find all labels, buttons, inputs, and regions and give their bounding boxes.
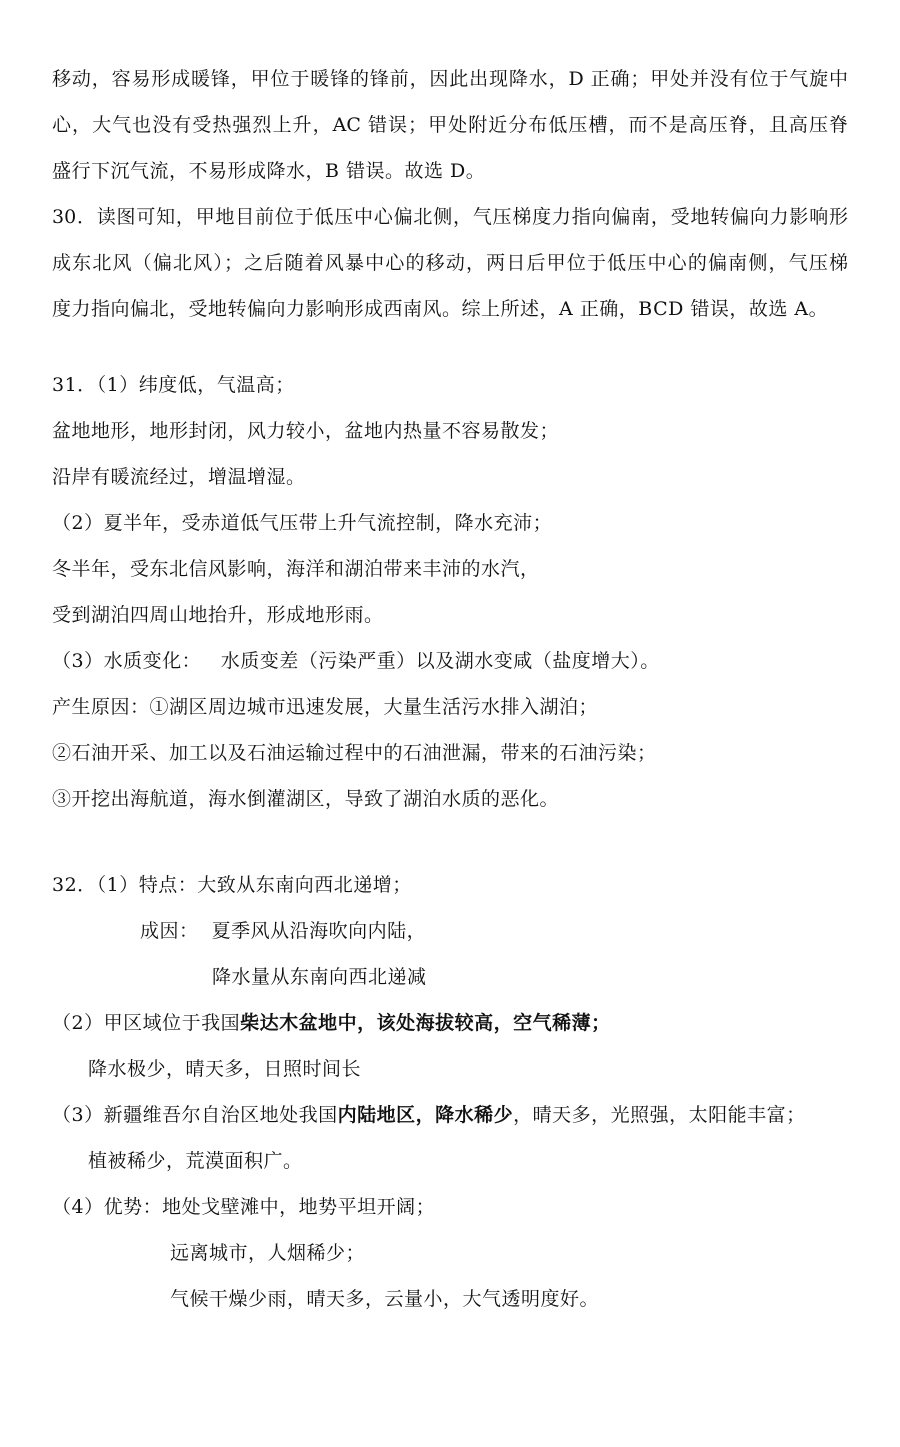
q32-part3-line-1	[52, 1102, 806, 1128]
q29-line-1: 移动，容易形成暖锋，甲位于暖锋的锋前，因此出现降水，D 正确；甲处并没有位于气旋中	[52, 68, 848, 90]
q32-part1-line-2: 成因： 夏季风从沿海吹向内陆，	[140, 920, 427, 942]
q32-part3-line-2: 植被稀少，荒漠面积广。	[88, 1150, 303, 1172]
q31-part1-line-2: 盆地地形，地形封闭，风力较小，盆地内热量不容易散发；	[52, 420, 560, 442]
q31-part1-line-3: 沿岸有暖流经过，增温增湿。	[52, 466, 306, 488]
q31-part3-line-3: ②石油开采、加工以及石油运输过程中的石油泄漏，带来的石油污染；	[52, 742, 657, 764]
q31-part3-line-2: 产生原因：①湖区周边城市迅速发展，大量生活污水排入湖泊；	[52, 696, 599, 718]
q32-part4-line-1: （4）优势：地处戈壁滩中，地势平坦开阔；	[52, 1196, 436, 1218]
q31-part2-line-3: 受到湖泊四周山地抬升，形成地形雨。	[52, 604, 384, 626]
q32-part1-line-3: 降水量从东南向西北递减	[212, 966, 427, 988]
q31-part3-line-1: （3）水质变化： 水质变差（污染严重）以及湖水变咸（盐度增大）。	[52, 650, 660, 672]
q32-part2-line-1	[52, 1010, 611, 1036]
q32-part3-line-1-bold: 内陆地区，降水稀少	[337, 1104, 514, 1126]
q30-line-1: 30．读图可知，甲地目前位于低压中心偏北侧，气压梯度力指向偏南，受地转偏向力影响形	[52, 206, 848, 228]
q30-line-3: 度力指向偏北，受地转偏向力影响形成西南风。综上所述，A 正确，BCD 错误，故选 A。	[52, 298, 829, 320]
q32-part4-line-3: 气候干燥少雨，晴天多，云量小，大气透明度好。	[170, 1288, 600, 1310]
q32-part3-line-1-lead: （3）新疆维吾尔自治区地处我国	[52, 1104, 338, 1126]
q31-part2-line-1: （2）夏半年，受赤道低气压带上升气流控制，降水充沛；	[52, 512, 553, 534]
q31-part3-line-4: ③开挖出海航道，海水倒灌湖区，导致了湖泊水质的恶化。	[52, 788, 560, 810]
q32-part1-line-1: 32．（1）特点：大致从东南向西北递增；	[52, 874, 412, 896]
q32-part2-line-1-lead: （2）甲区域位于我国	[52, 1012, 241, 1034]
q30-line-2: 成东北风（偏北风）；之后随着风暴中心的移动，两日后甲位于低压中心的偏南侧，气压梯	[52, 252, 848, 274]
q32-part2-line-1-bold: 柴达木盆地中，该处海拔较高，空气稀薄；	[240, 1012, 611, 1034]
q31-part1-line-1: 31．（1）纬度低，气温高；	[52, 374, 295, 396]
q32-part3-line-1-tail: ，晴天多，光照强，太阳能丰富；	[513, 1104, 806, 1126]
q32-part2-line-2: 降水极少，晴天多，日照时间长	[88, 1058, 362, 1080]
q31-part2-line-2: 冬半年，受东北信风影响，海洋和湖泊带来丰沛的水汽，	[52, 558, 540, 580]
q29-line-2: 心，大气也没有受热强烈上升，AC 错误；甲处附近分布低压槽，而不是高压脊，且高压脊	[52, 114, 848, 136]
q29-line-3: 盛行下沉气流，不易形成降水，B 错误。故选 D。	[52, 160, 486, 182]
q32-part4-line-2: 远离城市，人烟稀少；	[170, 1242, 366, 1264]
